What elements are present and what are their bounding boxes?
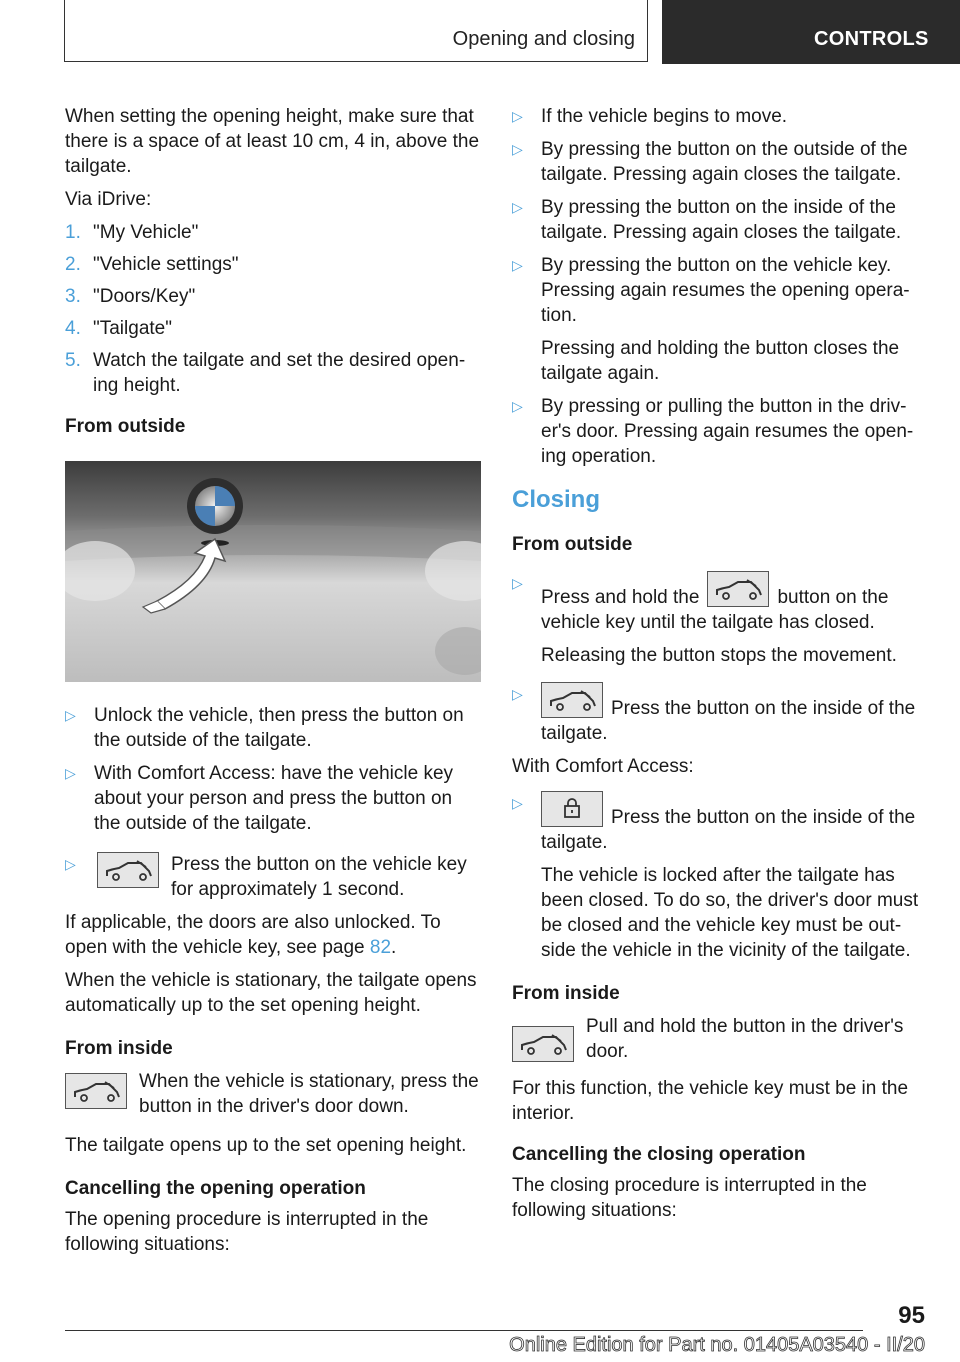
bullet-text: With Comfort Access: have the vehicle key about your person and press the button on the outside of the tailgate. xyxy=(94,763,454,834)
cancel-opening-heading: Cancelling the opening operation xyxy=(65,1178,366,1199)
list-item xyxy=(512,195,928,245)
closing-outside-bullets xyxy=(512,571,928,746)
chapter-title: CONTROLS xyxy=(814,28,929,50)
list-item xyxy=(512,253,928,386)
section-title: Opening and closing xyxy=(452,28,635,50)
stationary-note: When the vehicle is stationary, the tailgate opens automatically up to the set opening height. xyxy=(65,970,477,1016)
opens-up-note: The tailgate opens up to the set opening height. xyxy=(65,1135,467,1156)
lock-icon xyxy=(541,791,603,827)
interrupt-bullets xyxy=(512,104,928,469)
list-item xyxy=(512,104,928,129)
tailgate-button-photo xyxy=(65,461,481,682)
press-hold-text: Press and hold the xyxy=(541,587,700,608)
bullet-text: By pressing the button on the inside of the tailgate. Pressing again closes the tailgate. xyxy=(541,197,902,243)
hold-closes-note: Pressing and holding the button closes the tailgate again. xyxy=(541,338,900,384)
via-idrive: Via iDrive: xyxy=(65,189,152,210)
tailgate-car-icon xyxy=(541,682,603,718)
bullet-triangle-icon: ▷ xyxy=(512,199,523,215)
key-button-row xyxy=(97,852,481,902)
locked-note: The vehicle is locked after the tailgate has been closed. To do so, the driver's door must be closed and the vehicle key must be outside the vehicle in the vicinity of the tailgate. xyxy=(541,865,919,961)
footer-edition: Online Edition for Part no. 01405A03540 - II/20 xyxy=(509,1334,925,1356)
bullet-text: By pressing or pulling the button in the driver's door. Pressing again resumes the opening operation. xyxy=(541,396,914,467)
list-item xyxy=(65,316,481,341)
bullet-triangle-icon: ▷ xyxy=(512,686,523,702)
list-item xyxy=(65,284,481,309)
bullet-text: By pressing the button on the outside of the tailgate. Pressing again closes the tailgate. xyxy=(541,139,908,185)
list-item xyxy=(512,791,928,963)
right-column xyxy=(512,104,928,1231)
releasing-note: Releasing the button stops the movement. xyxy=(541,645,897,666)
bullet-text: If the vehicle begins to move. xyxy=(541,106,788,127)
inside-text: When the vehicle is stationary, press the button in the driver's door down. xyxy=(139,1071,479,1117)
step-text: Watch the tailgate and set the desired opening height. xyxy=(93,350,466,396)
bullet-triangle-icon: ▷ xyxy=(65,765,76,781)
bullet-text: By pressing the button on the vehicle key. Pressing again resumes the opening operation. xyxy=(541,255,910,326)
bullet-triangle-icon: ▷ xyxy=(512,257,523,273)
list-item xyxy=(65,220,481,245)
unlock-note-end: . xyxy=(391,937,397,958)
list-item xyxy=(65,761,481,836)
bullet-triangle-icon: ▷ xyxy=(65,856,76,872)
bullet-triangle-icon: ▷ xyxy=(512,141,523,157)
closing-interrupted: The closing procedure is interrupted in the following situations: xyxy=(512,1175,867,1221)
page-link[interactable]: 82 xyxy=(369,937,392,958)
press-hold-text-end: button on the vehicle key until the tailgate has closed. xyxy=(541,587,889,633)
page-number: 95 xyxy=(898,1302,925,1329)
bullet-text: Unlock the vehicle, then press the button on the outside of the tailgate. xyxy=(94,705,464,751)
tailgate-car-icon xyxy=(65,1073,127,1109)
tailgate-car-icon xyxy=(97,852,159,888)
step-number: 1. xyxy=(65,222,81,243)
footer-divider xyxy=(65,1330,863,1331)
list-item xyxy=(512,571,928,668)
list-item xyxy=(512,394,928,469)
intro-text: When setting the opening height, make sure that there is a space of at least 10 cm, 4 in, above the tailgate. xyxy=(65,106,480,177)
step-text: "Vehicle settings" xyxy=(93,254,239,275)
tailgate-car-icon xyxy=(512,1026,574,1062)
comfort-access-label: With Comfort Access: xyxy=(512,756,694,777)
list-item xyxy=(65,252,481,277)
list-item xyxy=(65,703,481,753)
list-item xyxy=(512,137,928,187)
opening-interrupted: The opening procedure is interrupted in the following situations: xyxy=(65,1209,429,1255)
bullet-triangle-icon: ▷ xyxy=(512,795,523,811)
page-header xyxy=(64,0,960,64)
from-inside-heading: From inside xyxy=(65,1038,173,1059)
closing-heading: Closing xyxy=(512,486,600,513)
press-inside-text: Press the button on the inside of the tailgate. xyxy=(541,807,916,853)
step-number: 5. xyxy=(65,350,81,371)
bullet-triangle-icon: ▷ xyxy=(512,575,523,591)
comfort-bullets xyxy=(512,791,928,963)
bullet-triangle-icon: ▷ xyxy=(65,707,76,723)
idrive-steps xyxy=(65,220,481,398)
closing-from-outside-heading: From outside xyxy=(512,534,633,555)
step-number: 3. xyxy=(65,286,81,307)
tailgate-car-icon xyxy=(707,571,769,607)
step-number: 2. xyxy=(65,254,81,275)
list-item xyxy=(512,682,928,746)
function-note: For this function, the vehicle key must be in the interior. xyxy=(512,1078,909,1124)
closing-from-inside-heading: From inside xyxy=(512,983,620,1004)
bullet-triangle-icon: ▷ xyxy=(512,108,523,124)
outside-bullets xyxy=(65,703,481,902)
from-outside-heading: From outside xyxy=(65,416,186,437)
step-text: "Doors/Key" xyxy=(93,286,196,307)
list-item xyxy=(65,852,481,902)
unlock-note-text: If applicable, the doors are also unlocked. To open with the vehicle key, see page xyxy=(65,912,441,958)
bullet-triangle-icon: ▷ xyxy=(512,398,523,414)
unlock-note xyxy=(65,910,481,960)
step-text: "My Vehicle" xyxy=(93,222,199,243)
pull-hold-row xyxy=(512,1014,928,1064)
left-column xyxy=(65,104,481,1265)
press-inside-text: Press the button on the inside of the tailgate. xyxy=(541,698,916,744)
list-item xyxy=(65,348,481,398)
key-bullet-text: Press the button on the vehicle key for approximately 1 second. xyxy=(171,854,467,900)
section-header xyxy=(64,0,648,62)
step-text: "Tailgate" xyxy=(93,318,172,339)
cancel-closing-heading: Cancelling the closing operation xyxy=(512,1144,806,1165)
chapter-tab xyxy=(662,0,960,64)
inside-button-row xyxy=(65,1069,481,1119)
pull-hold-text: Pull and hold the button in the driver's door. xyxy=(586,1016,904,1062)
step-number: 4. xyxy=(65,318,81,339)
